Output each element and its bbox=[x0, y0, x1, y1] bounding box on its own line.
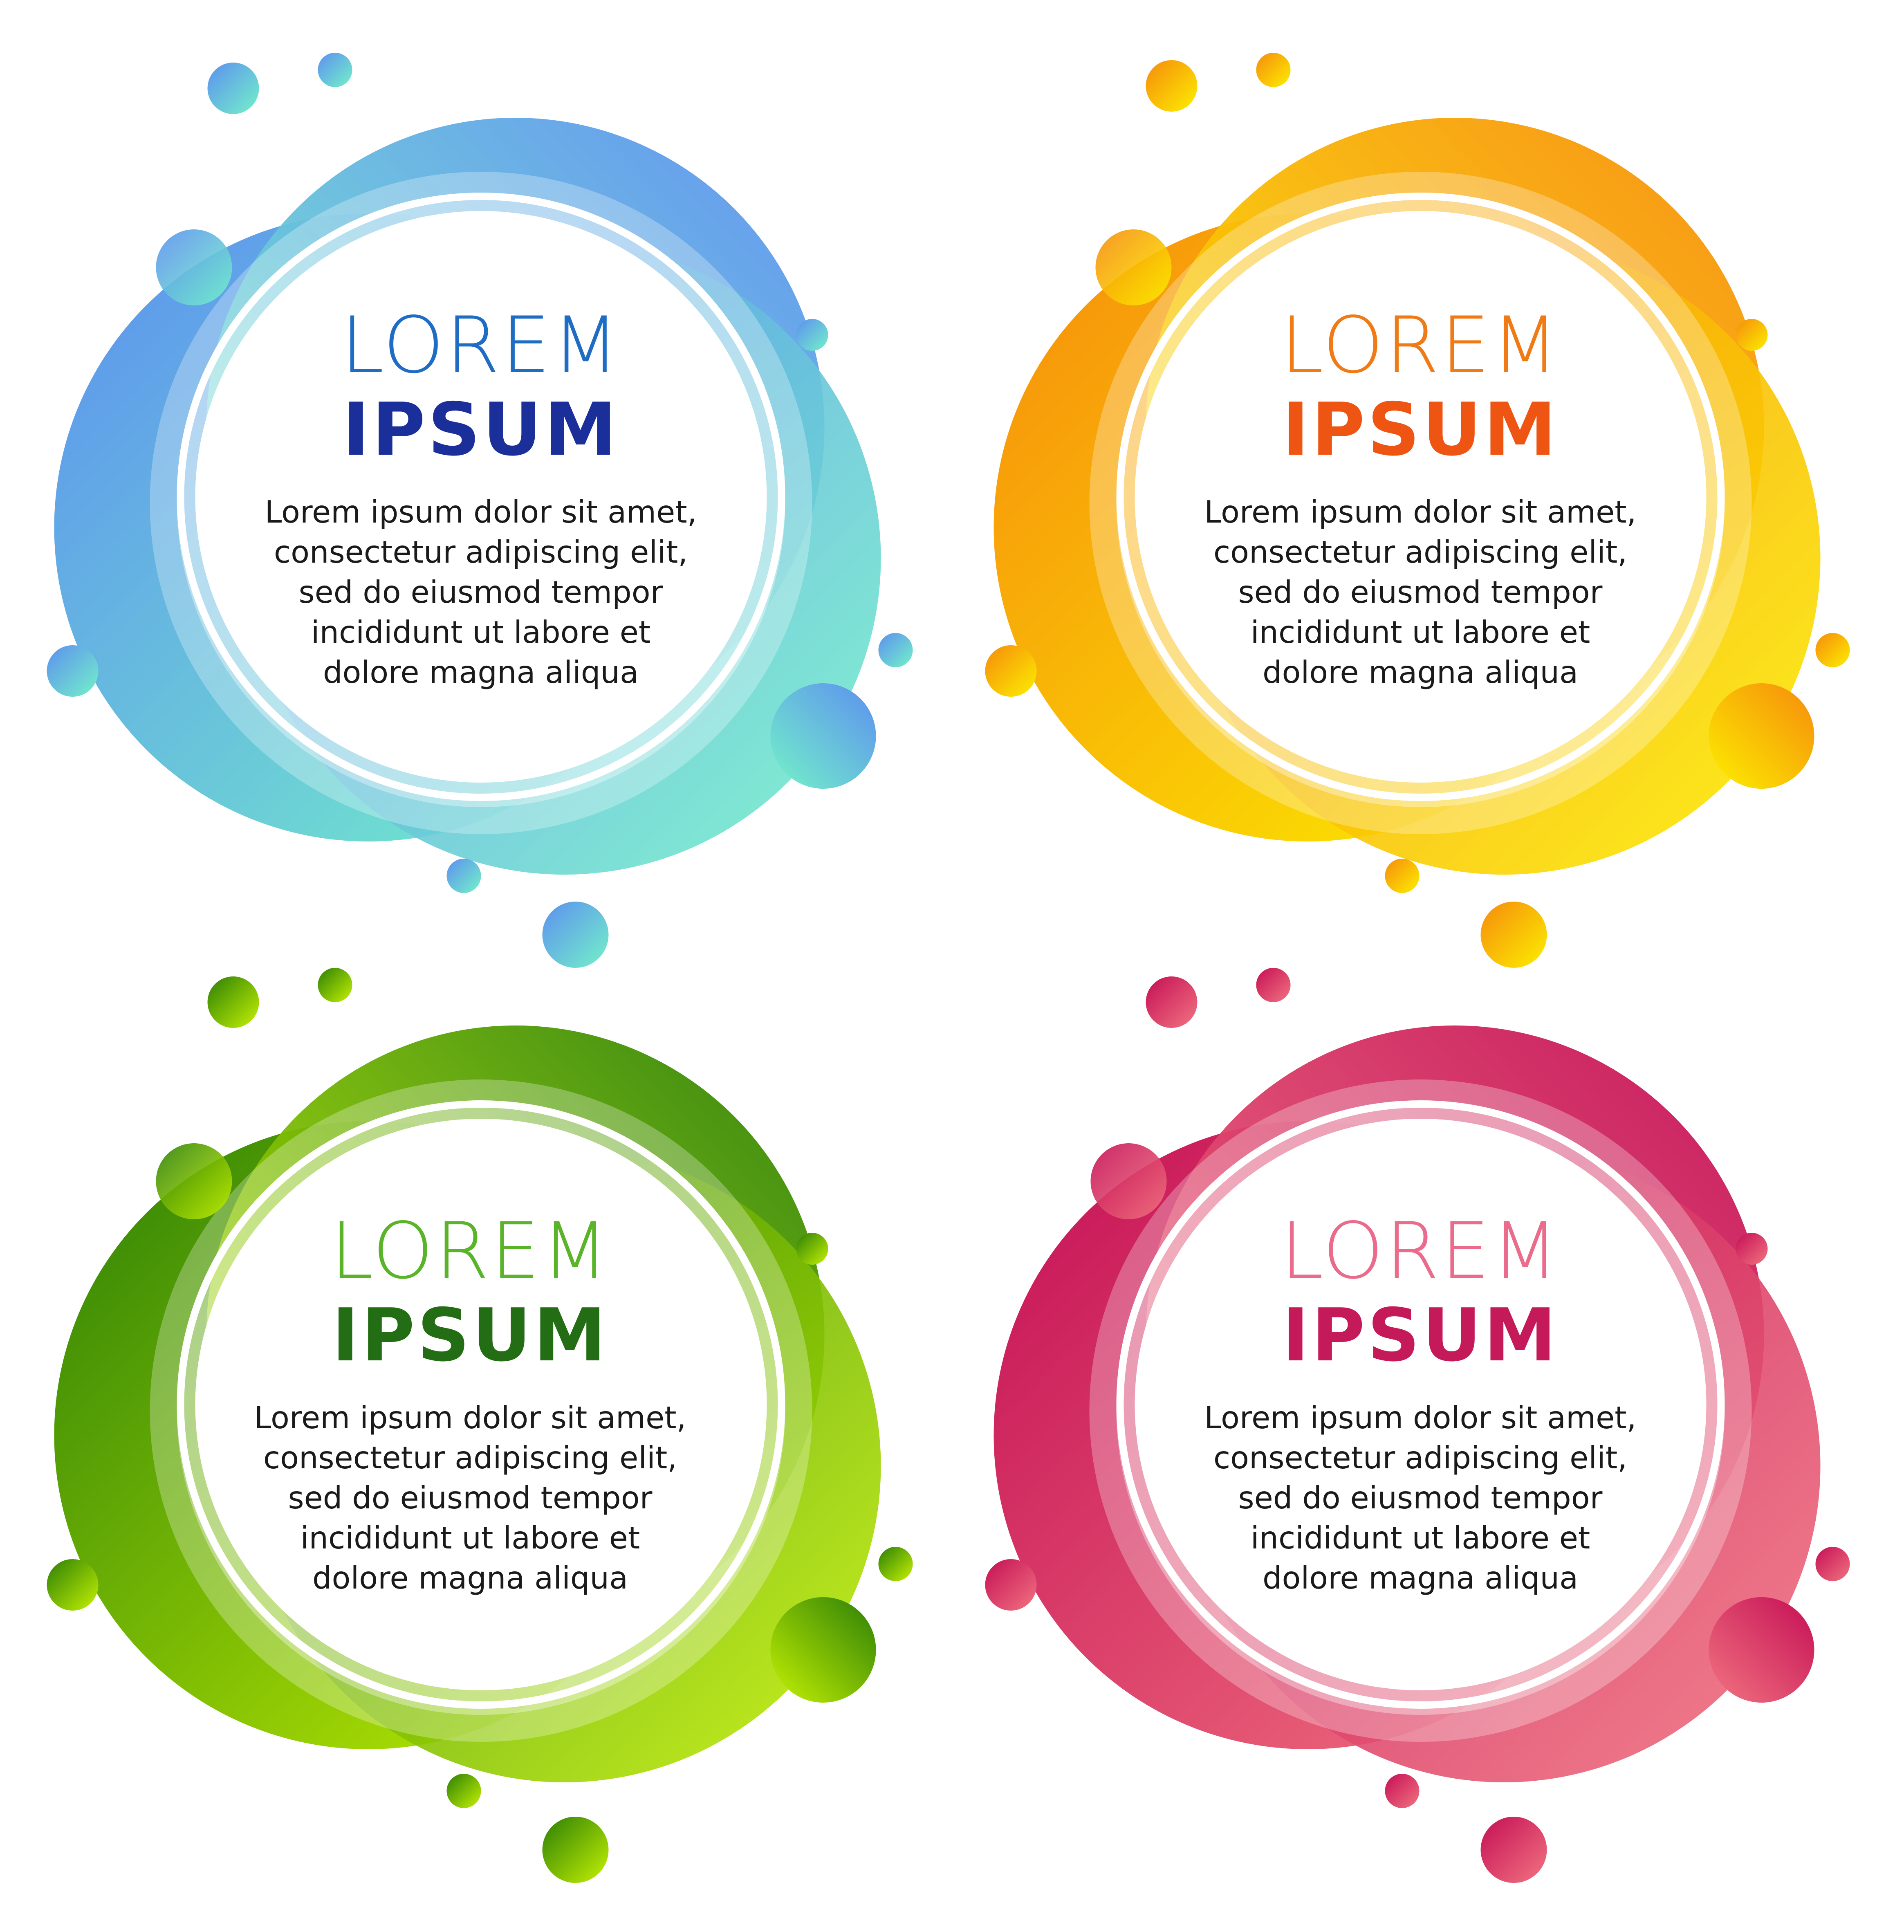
body-line: Lorem ipsum dolor sit amet, bbox=[1204, 494, 1637, 530]
body-line: dolore magna aliqua bbox=[1262, 654, 1579, 690]
body-line: consectetur adipiscing elit, bbox=[1213, 1440, 1628, 1476]
body-line: dolore magna aliqua bbox=[1262, 1560, 1579, 1596]
body-line: incididunt ut labore et bbox=[300, 1520, 640, 1556]
badge-blue-subtitle: IPSUM bbox=[342, 387, 619, 472]
body-line: sed do eiusmod tempor bbox=[1238, 574, 1603, 610]
body-line: consectetur adipiscing elit, bbox=[1213, 534, 1628, 570]
badge-green-subtitle: IPSUM bbox=[332, 1293, 609, 1378]
body-line: incididunt ut labore et bbox=[1250, 1520, 1590, 1556]
badge-green-text bbox=[204, 1206, 736, 1598]
body-line: incididunt ut labore et bbox=[1250, 614, 1590, 650]
badge-blue-text bbox=[215, 300, 747, 692]
body-line: Lorem ipsum dolor sit amet, bbox=[1204, 1400, 1637, 1436]
body-line: sed do eiusmod tempor bbox=[288, 1480, 653, 1516]
badge-pink-text bbox=[1155, 1206, 1686, 1598]
body-line: Lorem ipsum dolor sit amet, bbox=[254, 1400, 686, 1436]
badge-green-body bbox=[204, 1398, 736, 1598]
body-line: consectetur adipiscing elit, bbox=[263, 1440, 677, 1476]
badge-pink-subtitle: IPSUM bbox=[1282, 1293, 1559, 1378]
body-line: sed do eiusmod tempor bbox=[1238, 1480, 1603, 1516]
badge-orange-title: LOREM bbox=[1280, 300, 1561, 390]
badge-orange-body bbox=[1155, 492, 1686, 692]
badge-pink-title: LOREM bbox=[1280, 1206, 1561, 1296]
body-line: sed do eiusmod tempor bbox=[298, 574, 663, 610]
badge-green-title: LOREM bbox=[330, 1206, 610, 1296]
body-line: consectetur adipiscing elit, bbox=[274, 534, 688, 570]
body-line: incididunt ut labore et bbox=[311, 614, 651, 650]
body-line: dolore magna aliqua bbox=[312, 1560, 628, 1596]
badge-blue-body bbox=[215, 492, 747, 692]
badge-pink-body bbox=[1155, 1398, 1686, 1598]
badge-orange-text bbox=[1155, 300, 1686, 692]
body-line: Lorem ipsum dolor sit amet, bbox=[265, 494, 697, 530]
badge-orange-subtitle: IPSUM bbox=[1282, 387, 1559, 472]
body-line: dolore magna aliqua bbox=[323, 654, 639, 690]
badge-blue-title: LOREM bbox=[341, 300, 621, 390]
